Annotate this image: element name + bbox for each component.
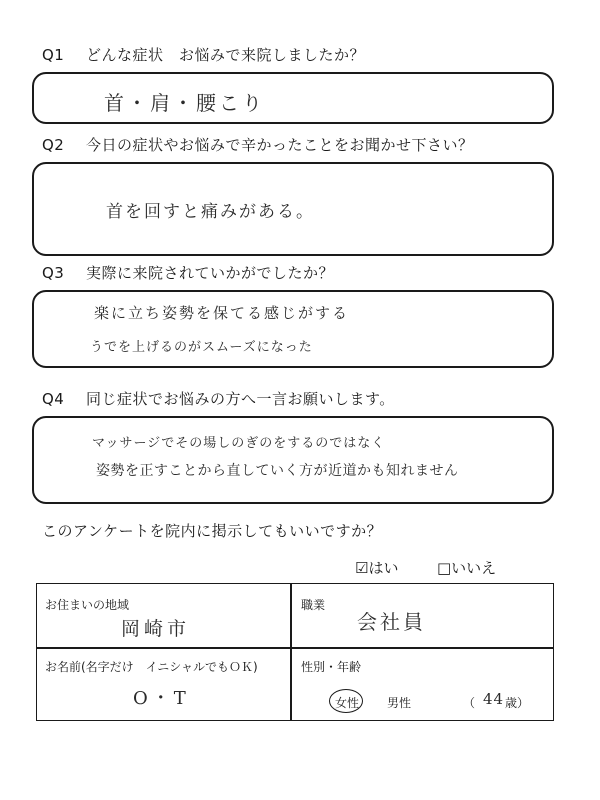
question-1 xyxy=(42,44,365,65)
answer-3-box xyxy=(32,290,554,368)
question-3-text: 実際に来院されていかがでしたか？ xyxy=(86,264,335,282)
age-unit: 歳） xyxy=(505,696,530,710)
question-1-number: Q1 xyxy=(42,46,65,64)
address-label: お住まいの地域 xyxy=(45,598,130,612)
answer-4-line-2: 姿勢を正すことから直していく方が近道かも知れません xyxy=(96,463,459,479)
question-4 xyxy=(42,388,395,409)
answer-1-box xyxy=(32,72,554,124)
grid-divider-vertical xyxy=(290,584,292,720)
answer-1-line-1: 首・肩・腰こり xyxy=(104,91,265,115)
gender-age-label: 性別・年齢 xyxy=(301,660,362,674)
question-1-text: どんな症状 お悩みで来院しましたか？ xyxy=(86,46,366,64)
answer-3-line-2: うでを上げるのがスムーズになった xyxy=(90,340,313,355)
job-label: 職業 xyxy=(301,598,326,612)
answer-4-line-1: マッサージでその場しのぎのをするのではなく xyxy=(92,436,386,451)
question-3 xyxy=(42,262,334,283)
male-option[interactable]: 男性 xyxy=(387,696,412,710)
consent-question: このアンケートを院内に掲示してもいいですか？ xyxy=(42,522,383,540)
question-4-number: Q4 xyxy=(42,390,65,408)
consent-yes-checkbox[interactable]: ☑はい xyxy=(355,559,399,577)
question-2-number: Q2 xyxy=(42,136,65,154)
answer-2-line-1: 首を回すと痛みがある。 xyxy=(106,202,315,222)
name-label: お名前(名字だけ イニシャルでもＯＫ) xyxy=(45,660,258,674)
name-value: O・T xyxy=(133,688,190,709)
age-open-paren: （ xyxy=(463,696,476,710)
address-value: 岡崎市 xyxy=(121,618,191,640)
consent-no-checkbox[interactable]: □いいえ xyxy=(437,559,497,577)
age-value: 44 xyxy=(483,690,505,708)
question-2-text: 今日の症状やお悩みで辛かったことをお聞かせ下さい？ xyxy=(86,136,474,154)
question-2 xyxy=(42,134,474,155)
job-value: 会社員 xyxy=(357,610,426,634)
answer-3-line-1: 楽に立ち姿勢を保てる感じがする xyxy=(94,304,350,322)
answer-4-box xyxy=(32,416,554,504)
answer-2-box xyxy=(32,162,554,256)
question-4-text: 同じ症状でお悩みの方へ一言お願いします。 xyxy=(86,390,395,408)
female-option[interactable]: 女性 xyxy=(335,696,360,710)
question-3-number: Q3 xyxy=(42,264,65,282)
info-grid xyxy=(36,583,554,721)
grid-divider-horizontal xyxy=(37,647,553,649)
